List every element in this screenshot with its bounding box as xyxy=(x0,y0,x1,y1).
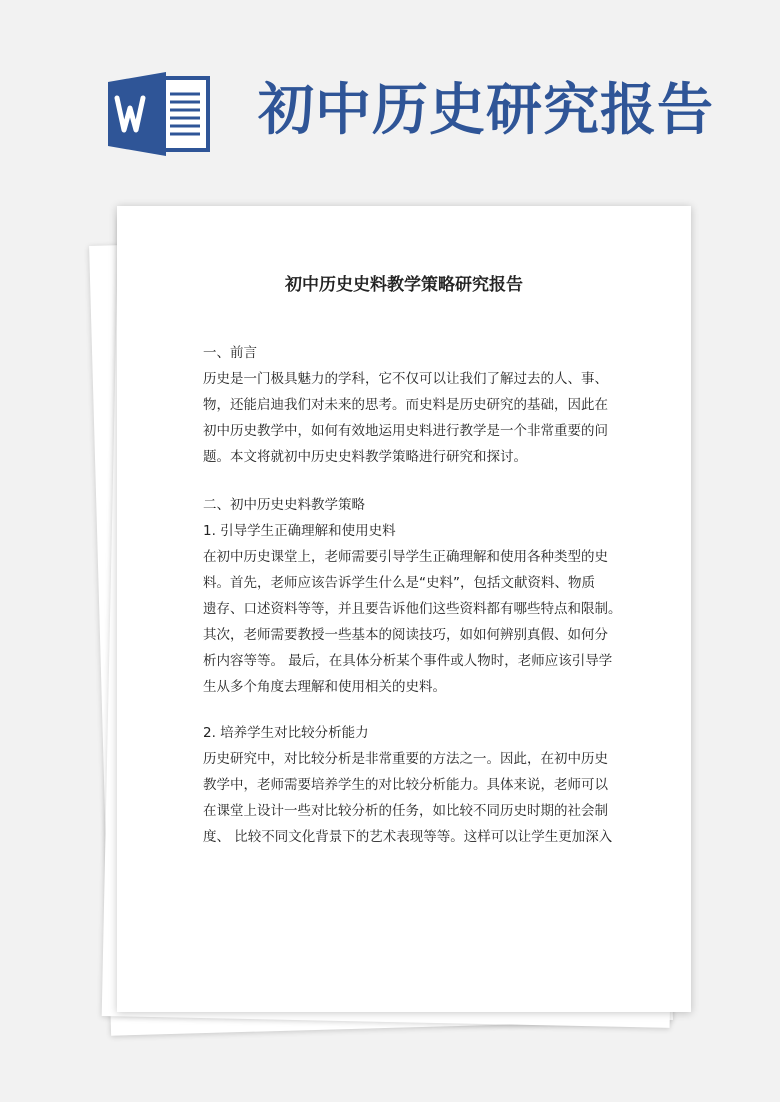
document-title: 初中历史史料教学策略研究报告 xyxy=(285,275,523,295)
section-heading-strategies: 二、初中历史史料教学策略 xyxy=(203,497,365,513)
word-document-icon xyxy=(108,72,210,156)
subsection-heading-2: 2. 培养学生对比较分析能力 xyxy=(203,725,369,741)
text-line: 料。首先，老师应该告诉学生什么是“史料”，包括文献资料、物质 xyxy=(203,575,595,591)
header-title: 初中历史研究报告 xyxy=(258,77,714,143)
text-line: 其次，老师需要教授一些基本的阅读技巧，如如何辨别真假、如何分 xyxy=(203,627,608,643)
text-line: 生从多个角度去理解和使用相关的史料。 xyxy=(203,679,446,695)
text-line: 历史是一门极具魅力的学科，它不仅可以让我们了解过去的人、事、 xyxy=(203,371,608,387)
text-line: 题。本文将就初中历史史料教学策略进行研究和探讨。 xyxy=(203,449,527,465)
text-line: 历史研究中，对比较分析是非常重要的方法之一。因此，在初中历史 xyxy=(203,751,608,767)
paragraph-subsection-1 xyxy=(203,544,622,700)
text-line: 教学中，老师需要培养学生的对比较分析能力。具体来说，老师可以 xyxy=(203,777,608,793)
header-banner xyxy=(0,0,780,200)
text-line: 物，还能启迪我们对未来的思考。而史料是历史研究的基础，因此在 xyxy=(203,397,608,413)
section-heading-preface: 一、前言 xyxy=(203,345,257,361)
text-line: 在课堂上设计一些对比较分析的任务，如比较不同历史时期的社会制 xyxy=(203,803,608,819)
text-line: 析内容等等。 最后，在具体分析某个事件或人物时，老师应该引导学 xyxy=(203,653,613,669)
paragraph-subsection-2 xyxy=(203,746,613,850)
text-line: 在初中历史课堂上，老师需要引导学生正确理解和使用各种类型的史 xyxy=(203,549,608,565)
document-page xyxy=(117,206,691,1012)
text-line: 度、 比较不同文化背景下的艺术表现等等。这样可以让学生更加深入 xyxy=(203,829,613,845)
subsection-heading-1: 1. 引导学生正确理解和使用史料 xyxy=(203,523,396,539)
text-line: 遗存、口述资料等等，并且要告诉他们这些资料都有哪些特点和限制。 xyxy=(203,601,622,617)
document-body xyxy=(203,340,622,850)
paragraph-preface xyxy=(203,366,613,470)
text-line: 初中历史教学中，如何有效地运用史料进行教学是一个非常重要的问 xyxy=(203,423,608,439)
